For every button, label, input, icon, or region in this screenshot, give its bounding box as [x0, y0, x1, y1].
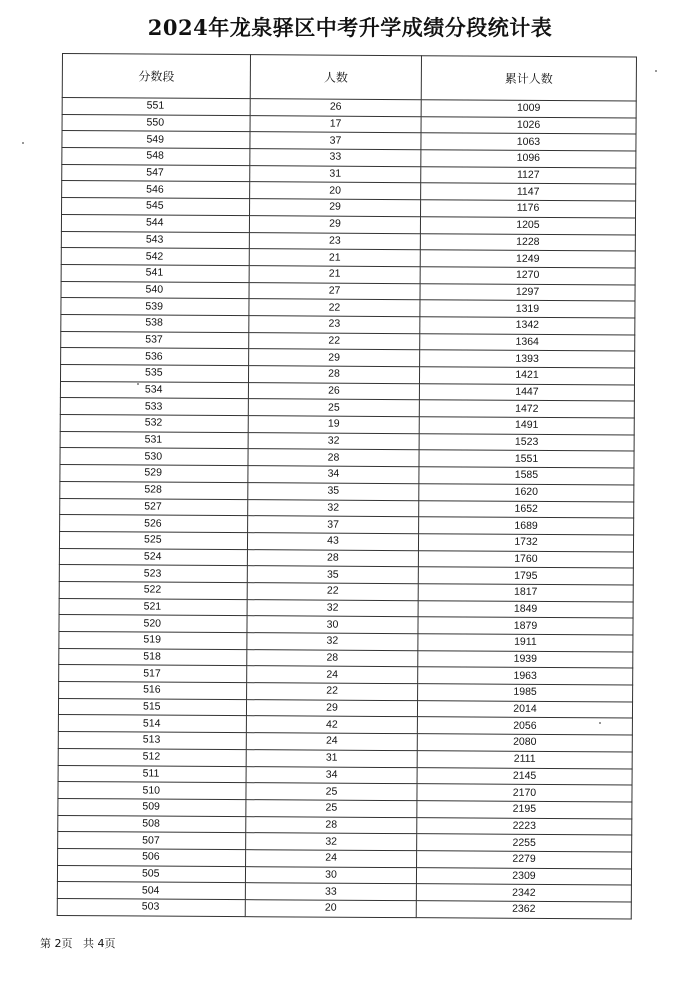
- cell-count: 42: [246, 716, 417, 734]
- cell-score: 523: [59, 565, 247, 583]
- scan-speck: [137, 383, 139, 385]
- scan-speck: [655, 70, 657, 72]
- cell-cumulative: 1249: [420, 250, 635, 268]
- cell-cumulative: 1551: [419, 450, 634, 468]
- cell-count: 32: [247, 633, 418, 651]
- cell-count: 21: [249, 266, 420, 284]
- cell-score: 527: [60, 498, 248, 516]
- cell-score: 540: [61, 281, 249, 299]
- cell-score: 542: [61, 248, 249, 266]
- cell-cumulative: 1817: [418, 584, 633, 602]
- cell-count: 37: [250, 132, 421, 150]
- cell-cumulative: 1127: [421, 166, 636, 184]
- cell-cumulative: 2056: [417, 717, 632, 735]
- cell-cumulative: 2309: [416, 867, 631, 885]
- cell-cumulative: 2080: [417, 734, 632, 752]
- cell-count: 25: [246, 783, 417, 801]
- cell-cumulative: 1205: [420, 217, 635, 235]
- cell-count: 43: [247, 533, 418, 551]
- cell-score: 525: [59, 531, 247, 549]
- cell-score: 538: [61, 314, 249, 332]
- cell-score: 530: [60, 448, 248, 466]
- cell-score: 546: [62, 181, 250, 199]
- scan-speck: [599, 722, 601, 724]
- page-footer: 第 2页 共 4页: [40, 937, 116, 950]
- cell-cumulative: 1939: [418, 650, 633, 668]
- cell-score: 507: [58, 832, 246, 850]
- cell-score: 533: [60, 398, 248, 416]
- cell-cumulative: 2111: [417, 750, 632, 768]
- cell-cumulative: 1911: [418, 634, 633, 652]
- cell-cumulative: 2279: [417, 851, 632, 869]
- cell-cumulative: 1652: [419, 500, 634, 518]
- cell-score: 508: [58, 815, 246, 833]
- cell-count: 31: [246, 749, 417, 767]
- cell-score: 548: [62, 148, 250, 166]
- cell-score: 513: [58, 732, 246, 750]
- cell-count: 32: [247, 599, 418, 617]
- cell-score: 528: [60, 481, 248, 499]
- cell-cumulative: 1689: [419, 517, 634, 535]
- cell-score: 550: [62, 114, 250, 132]
- cell-score: 534: [60, 381, 248, 399]
- cell-cumulative: 1585: [419, 467, 634, 485]
- cell-score: 505: [57, 865, 245, 883]
- cell-score: 545: [62, 198, 250, 216]
- cell-cumulative: 1009: [421, 100, 636, 118]
- cell-count: 23: [249, 232, 420, 250]
- cell-score: 524: [59, 548, 247, 566]
- cell-score: 526: [60, 515, 248, 533]
- cell-count: 29: [246, 699, 417, 717]
- cell-count: 28: [247, 549, 418, 567]
- cell-count: 28: [248, 366, 419, 384]
- cell-count: 35: [247, 566, 418, 584]
- cell-cumulative: 2362: [416, 901, 631, 919]
- cell-cumulative: 1319: [420, 300, 635, 318]
- cell-count: 25: [246, 800, 417, 818]
- cell-count: 22: [247, 583, 418, 601]
- cell-score: 531: [60, 431, 248, 449]
- table-row: [57, 898, 631, 918]
- cell-score: 541: [61, 264, 249, 282]
- cell-score: 520: [59, 615, 247, 633]
- cell-score: 547: [62, 164, 250, 182]
- scan-speck: [22, 142, 24, 144]
- cell-cumulative: 1297: [420, 283, 635, 301]
- cell-count: 20: [250, 182, 421, 200]
- cell-score: 516: [59, 682, 247, 700]
- cell-score: 536: [61, 348, 249, 366]
- cell-score: 517: [59, 665, 247, 683]
- header-count: 人数: [250, 55, 421, 100]
- cell-count: 26: [250, 99, 421, 117]
- cell-score: 532: [60, 415, 248, 433]
- cell-cumulative: 2223: [417, 817, 632, 835]
- cell-cumulative: 1393: [420, 350, 635, 368]
- cell-count: 19: [248, 416, 419, 434]
- cell-cumulative: 1026: [421, 116, 636, 134]
- cell-count: 24: [246, 850, 417, 868]
- cell-cumulative: 1342: [420, 317, 635, 335]
- cell-count: 29: [249, 349, 420, 367]
- cell-score: 503: [57, 898, 245, 916]
- cell-count: 17: [250, 115, 421, 133]
- cell-score: 509: [58, 798, 246, 816]
- cell-count: 22: [249, 332, 420, 350]
- cell-score: 506: [58, 848, 246, 866]
- cell-score: 515: [58, 698, 246, 716]
- cell-count: 32: [248, 499, 419, 517]
- cell-score: 537: [61, 331, 249, 349]
- cell-count: 34: [248, 466, 419, 484]
- cell-cumulative: 2342: [416, 884, 631, 902]
- cell-count: 20: [245, 900, 416, 918]
- cell-count: 26: [248, 382, 419, 400]
- header-cumulative-count: 累计人数: [421, 56, 636, 101]
- cell-count: 30: [245, 866, 416, 884]
- cell-count: 28: [246, 816, 417, 834]
- page-title: 2024年龙泉驿区中考升学成绩分段统计表: [147, 15, 553, 40]
- cell-count: 37: [248, 516, 419, 534]
- cell-count: 28: [248, 449, 419, 467]
- cell-count: 32: [246, 833, 417, 851]
- cell-count: 22: [247, 683, 418, 701]
- cell-cumulative: 1096: [421, 150, 636, 168]
- cell-cumulative: 1270: [420, 267, 635, 285]
- cell-score: 521: [59, 598, 247, 616]
- cell-cumulative: 2145: [417, 767, 632, 785]
- cell-score: 551: [62, 98, 250, 116]
- cell-score: 522: [59, 581, 247, 599]
- cell-cumulative: 2195: [417, 801, 632, 819]
- cell-count: 33: [250, 149, 421, 167]
- cell-cumulative: 1447: [419, 383, 634, 401]
- cell-count: 31: [250, 165, 421, 183]
- cell-cumulative: 1849: [418, 600, 633, 618]
- cell-count: 27: [249, 282, 420, 300]
- score-distribution-table: [57, 53, 637, 919]
- cell-score: 543: [61, 231, 249, 249]
- cell-score: 539: [61, 298, 249, 316]
- cell-cumulative: 1732: [418, 534, 633, 552]
- cell-cumulative: 1985: [418, 684, 633, 702]
- cell-cumulative: 1176: [421, 200, 636, 218]
- cell-cumulative: 2014: [417, 700, 632, 718]
- table-header-row: [62, 54, 636, 102]
- cell-cumulative: 1421: [419, 367, 634, 385]
- cell-cumulative: 1963: [418, 667, 633, 685]
- cell-count: 29: [249, 215, 420, 233]
- cell-score: 510: [58, 782, 246, 800]
- cell-cumulative: 1147: [421, 183, 636, 201]
- cell-count: 33: [245, 883, 416, 901]
- cell-count: 22: [249, 299, 420, 317]
- cell-cumulative: 1523: [419, 433, 634, 451]
- cell-score: 549: [62, 131, 250, 149]
- cell-score: 512: [58, 748, 246, 766]
- cell-cumulative: 1620: [419, 484, 634, 502]
- cell-count: 35: [248, 482, 419, 500]
- cell-count: 29: [250, 199, 421, 217]
- cell-count: 34: [246, 766, 417, 784]
- cell-count: 30: [247, 616, 418, 634]
- header-score-range: 分数段: [62, 54, 250, 99]
- cell-cumulative: 1879: [418, 617, 633, 635]
- cell-count: 24: [246, 733, 417, 751]
- cell-cumulative: 1364: [420, 333, 635, 351]
- cell-score: 504: [57, 882, 245, 900]
- cell-score: 529: [60, 465, 248, 483]
- table-body: [57, 98, 636, 919]
- cell-score: 518: [59, 648, 247, 666]
- cell-cumulative: 1063: [421, 133, 636, 151]
- cell-cumulative: 1760: [418, 550, 633, 568]
- cell-cumulative: 1491: [419, 417, 634, 435]
- cell-cumulative: 1228: [420, 233, 635, 251]
- cell-score: 511: [58, 765, 246, 783]
- score-table-container: [57, 53, 636, 919]
- cell-cumulative: 1795: [418, 567, 633, 585]
- cell-count: 21: [249, 249, 420, 267]
- cell-cumulative: 2255: [417, 834, 632, 852]
- cell-count: 25: [248, 399, 419, 417]
- cell-score: 544: [61, 214, 249, 232]
- cell-count: 24: [247, 666, 418, 684]
- cell-score: 519: [59, 631, 247, 649]
- cell-count: 32: [248, 432, 419, 450]
- cell-cumulative: 1472: [419, 400, 634, 418]
- cell-cumulative: 2170: [417, 784, 632, 802]
- cell-score: 514: [58, 715, 246, 733]
- cell-score: 535: [60, 364, 248, 382]
- cell-count: 28: [247, 649, 418, 667]
- cell-count: 23: [249, 316, 420, 334]
